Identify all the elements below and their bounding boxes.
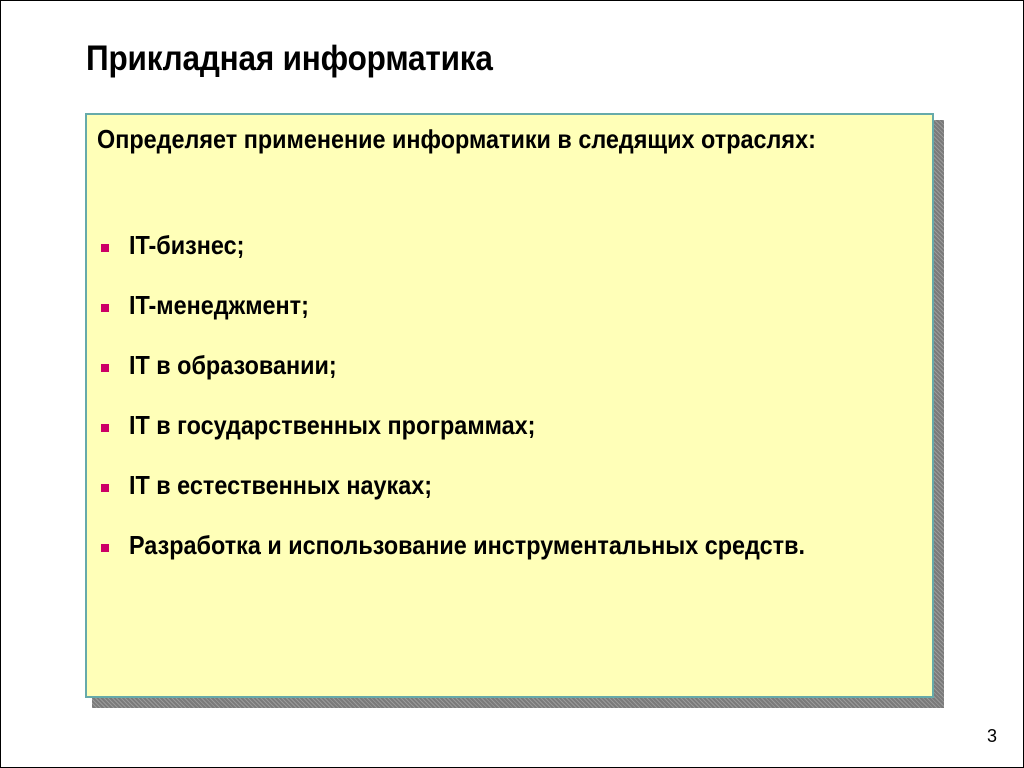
square-bullet-icon: [101, 304, 109, 312]
list-item-label: Разработка и использование инструментальных средств.: [129, 530, 805, 560]
page-number: 3: [986, 726, 997, 746]
intro-text: Определяет применение информатики в следящих отраслях:: [97, 124, 816, 154]
list-item-label: IT в естественных науках;: [129, 470, 433, 500]
square-bullet-icon: [101, 364, 109, 372]
list-item-label: IT-менеджмент;: [129, 290, 309, 320]
square-bullet-icon: [101, 244, 109, 252]
list-item-label: IT в государственных программах;: [129, 410, 536, 440]
square-bullet-icon: [101, 544, 109, 552]
square-bullet-icon: [101, 424, 109, 432]
square-bullet-icon: [101, 484, 109, 492]
list-item-label: IT в образовании;: [129, 350, 337, 380]
content-panel-inner: [97, 121, 921, 560]
content-panel: [85, 113, 934, 698]
slide-title: Прикладная информатика: [86, 39, 493, 78]
list-item-label: IT-бизнес;: [129, 230, 245, 260]
